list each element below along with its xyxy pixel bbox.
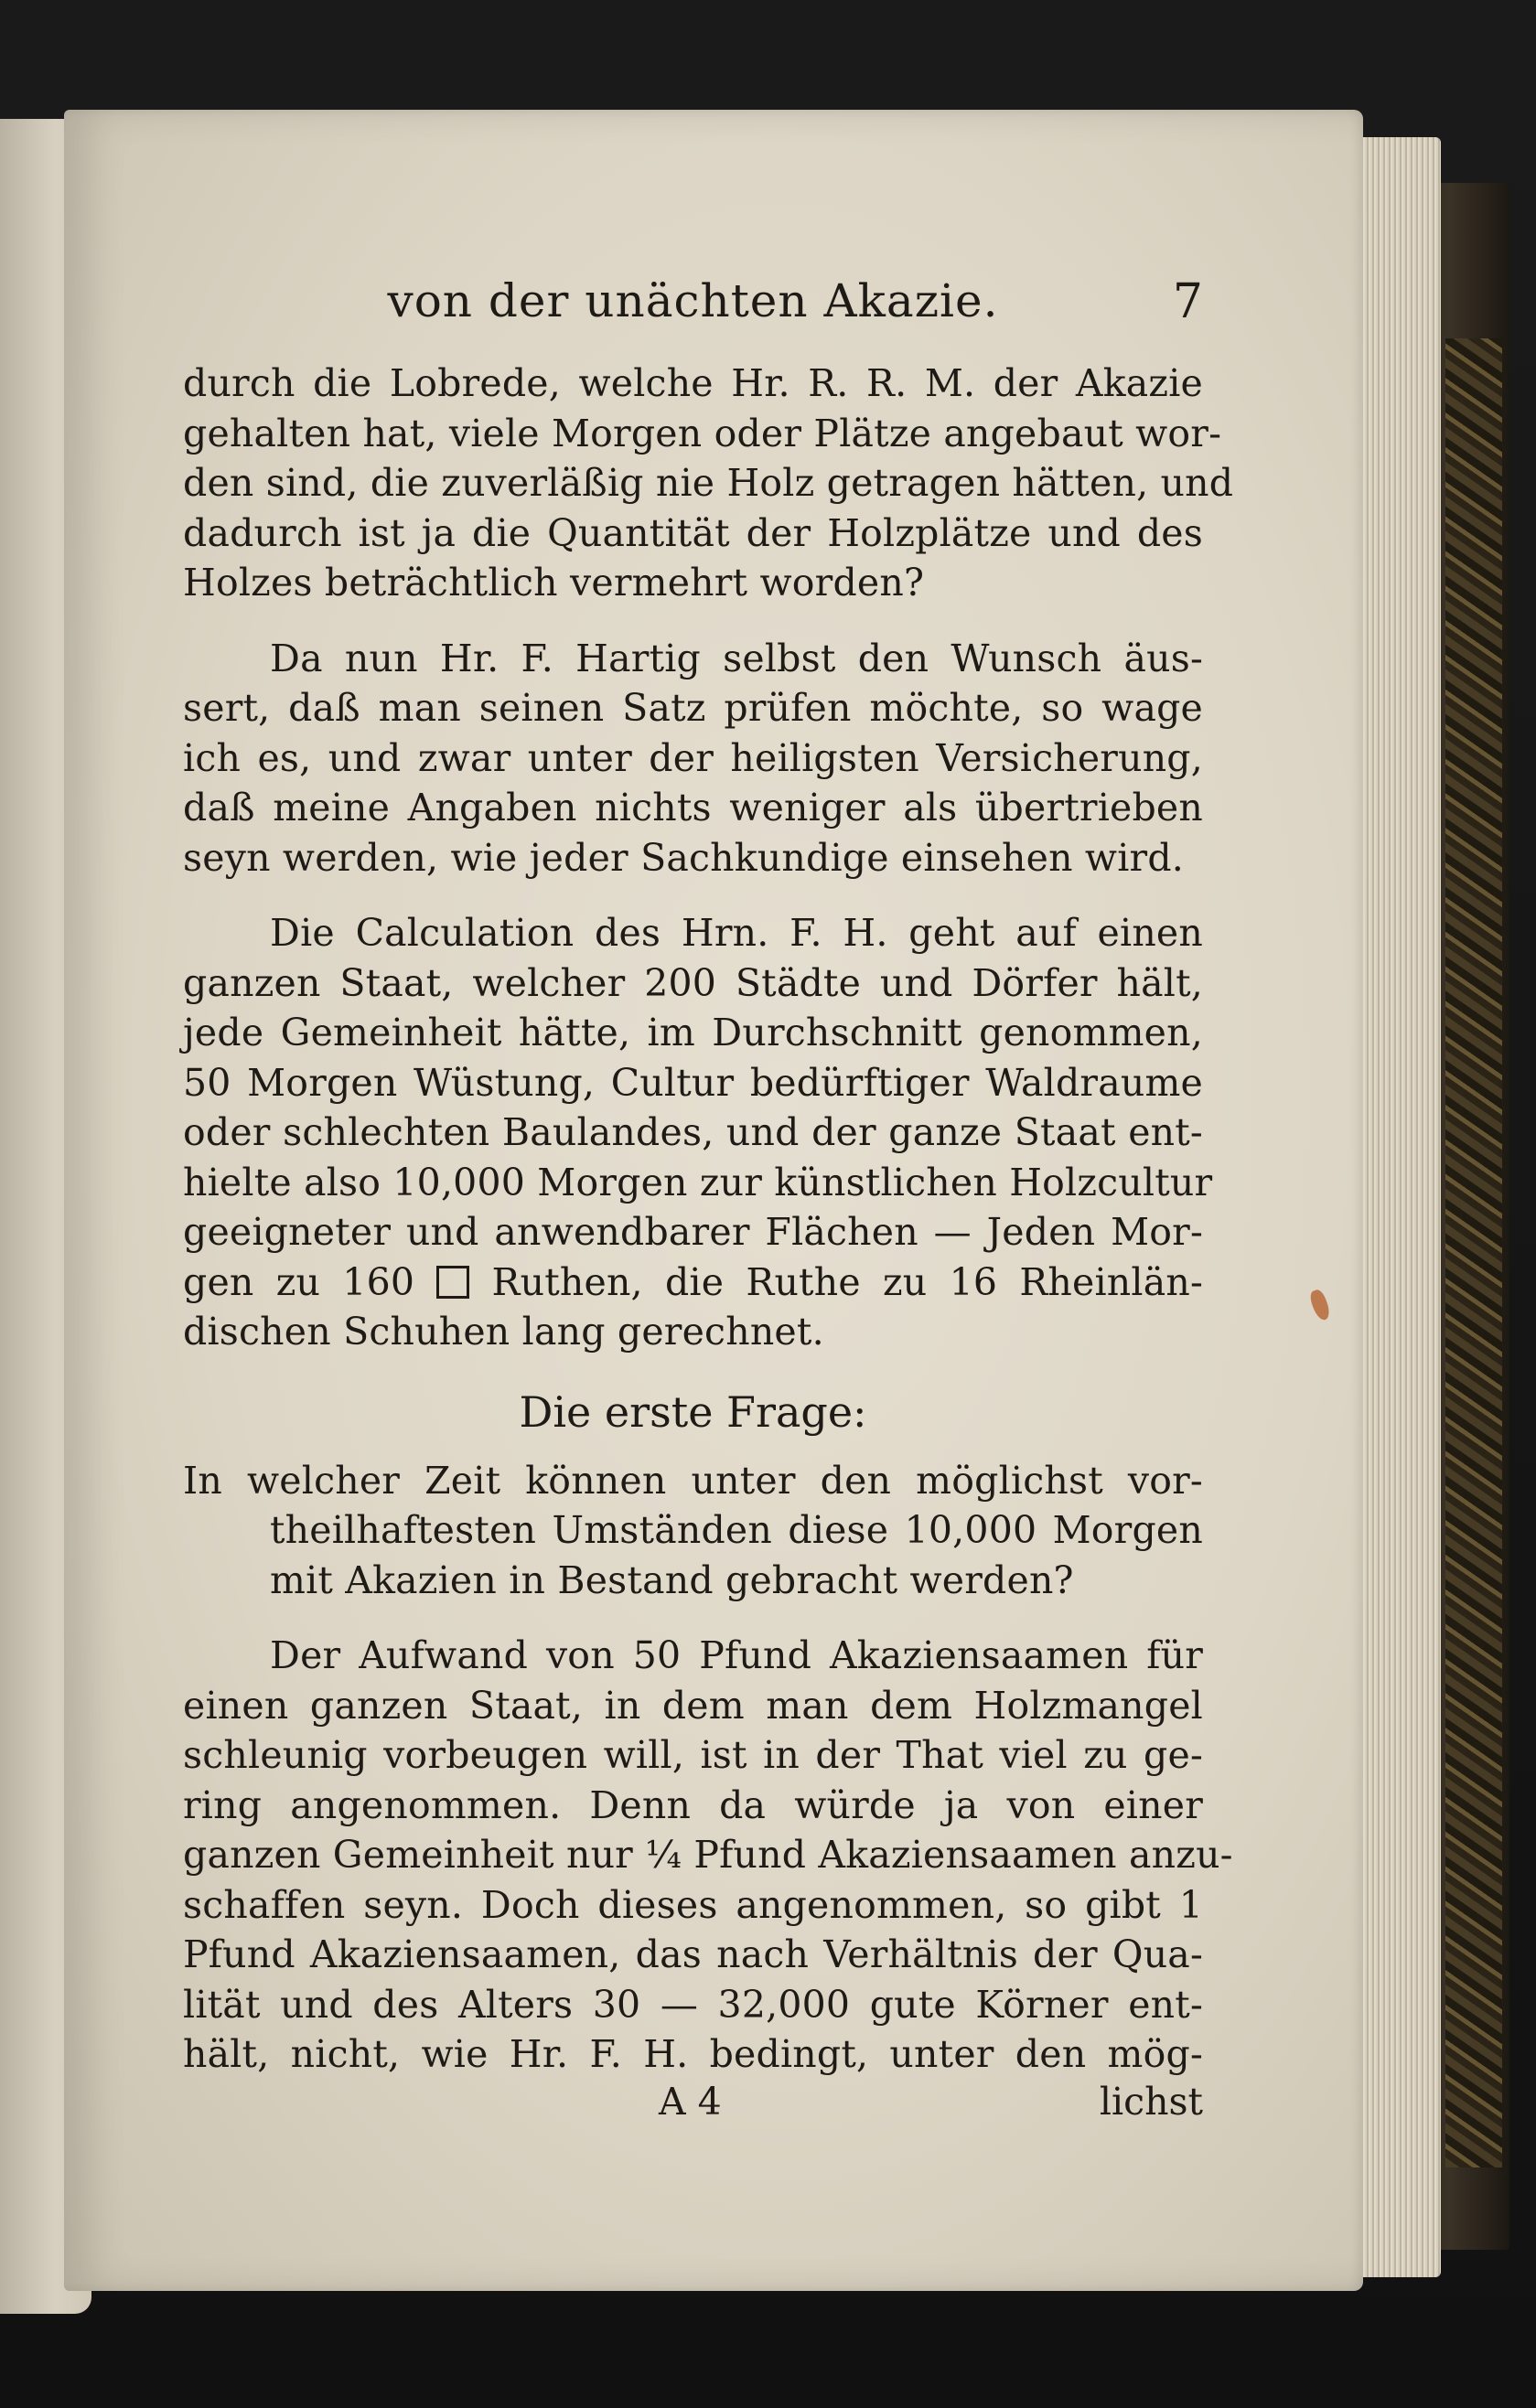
text-line: einen ganzen Staat, in dem man dem Holzmangel (183, 1683, 1203, 1728)
text-line: Der Aufwand von 50 Pfund Akaziensaamen für (270, 1633, 1203, 1677)
square-symbol (436, 1266, 469, 1299)
text-line: dischen Schuhen lang gerechnet. (183, 1310, 824, 1354)
text-span: Ruthen, die Ruthe zu 16 Rheinlän- (469, 1259, 1204, 1304)
paragraph-3 (183, 908, 1213, 1357)
text-line: lität und des Alters 30 — 32,000 gute Körner ent- (183, 1982, 1203, 2027)
text-line: In welcher Zeit können unter den möglichst vor- (183, 1458, 1203, 1503)
text-line: 50 Morgen Wüstung, Cultur bedürftiger Waldraume (183, 1060, 1203, 1105)
page-text (183, 274, 1234, 2135)
text-line: theilhaftesten Umständen diese 10,000 Morgen (270, 1508, 1203, 1552)
paragraph-2 (183, 634, 1203, 883)
text-span: gen zu 160 (183, 1259, 415, 1304)
signature-mark: A 4 (659, 2079, 722, 2124)
text-line: schleunig vorbeugen will, ist in der That viel zu ge- (183, 1733, 1203, 1777)
text-line: dadurch ist ja die Quantität der Holzplätze und des (183, 510, 1203, 555)
text-line: ganzen Staat, welcher 200 Städte und Dörfer hält, (183, 960, 1203, 1005)
text-line: schaffen seyn. Doch dieses angenommen, so gibt 1 (183, 1882, 1203, 1927)
text-line: sert, daß man seinen Satz prüfen möchte, so wage (183, 686, 1203, 730)
text-line: seyn werden, wie jeder Sachkundige einsehen wird. (183, 835, 1184, 880)
text-line: durch die Lobrede, welche Hr. R. R. M. der Akazie (183, 361, 1203, 405)
page-edges (1354, 137, 1441, 2277)
paragraph-4 (183, 1631, 1233, 2080)
text-line: ring angenommen. Denn da würde ja von einer (183, 1782, 1203, 1827)
paper-stain (1308, 1288, 1333, 1322)
text-line: oder schlechten Baulandes, und der ganze Staat ent- (183, 1110, 1203, 1154)
text-line: Da nun Hr. F. Hartig selbst den Wunsch äus- (270, 636, 1203, 680)
text-line: jede Gemeinheit hätte, im Durchschnitt genommen, (183, 1011, 1203, 1054)
book-page (64, 110, 1363, 2291)
text-line: mit Akazien in Bestand gebracht werden? (270, 1557, 1074, 1602)
text-line: Holzes beträchtlich vermehrt worden? (183, 561, 925, 605)
text-line: Pfund Akaziensaamen, das nach Verhältnis der Qua- (183, 1932, 1203, 1976)
text-line: ganzen Gemeinheit nur ¼ Pfund Akaziensaamen anzu- (183, 1833, 1233, 1877)
question-block (183, 1456, 1203, 1606)
text-line: daß meine Angaben nichts weniger als übertrieben (183, 786, 1203, 829)
running-head (183, 274, 1203, 359)
text-line: gehalten hat, viele Morgen oder Plätze angebaut wor- (183, 411, 1222, 455)
text-line (183, 1258, 1203, 1308)
marbled-cover-pattern (1445, 338, 1502, 2167)
paragraph-1 (183, 359, 1234, 608)
page-number: 7 (1172, 274, 1203, 329)
page-footer (183, 2080, 1203, 2135)
text-line: hält, nicht, wie Hr. F. H. bedingt, unter den mög- (183, 2032, 1203, 2076)
text-line: hielte also 10,000 Morgen zur künstlichen Holzcultur (183, 1160, 1213, 1204)
text-line: Die Calculation des Hrn. F. H. geht auf einen (270, 911, 1203, 955)
text-line: den sind, die zuverläßig nie Holz getragen hätten, und (183, 461, 1234, 505)
catchword: lichst (1099, 2079, 1203, 2124)
section-heading: Die erste Frage: (519, 1386, 867, 1437)
text-line: geeigneter und anwendbarer Flächen — Jeden Mor- (183, 1210, 1203, 1254)
running-head-title: von der unächten Akazie. (387, 274, 999, 327)
text-line: ich es, und zwar unter der heiligsten Versicherung, (183, 735, 1203, 780)
